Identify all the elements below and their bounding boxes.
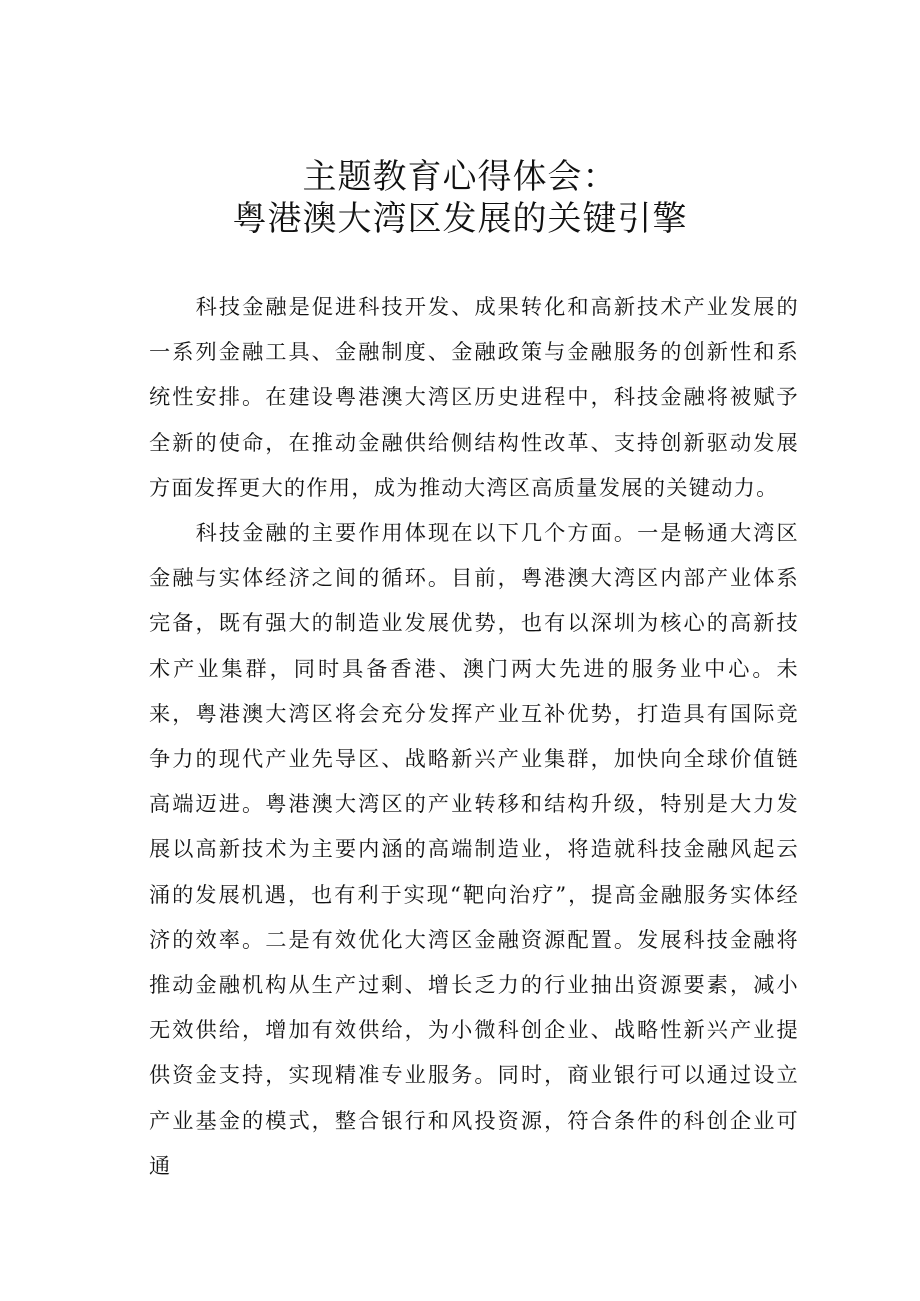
title-line-2: 粤港澳大湾区发展的关键引擎 — [232, 199, 688, 239]
paragraph-1: 科技金融是促进科技开发、成果转化和高新技术产业发展的一系列金融工具、金融制度、金融政策与金融服务的创新性和系统性安排。在建设粤港澳大湾区历史进程中，科技金融将被赋予全新的使命，在推动金融供给侧结构性改革、支持创新驱动发展方面发挥更大的作用，成为推动大湾区高质量发展的关键动力。 — [149, 294, 799, 500]
paragraph-2: 科技金融的主要作用体现在以下几个方面。一是畅通大湾区金融与实体经济之间的循环。目前，粤港澳大湾区内部产业体系完备，既有强大的制造业发展优势，也有以深圳为核心的高新技术产业集群，同时具备香港、澳门两大先进的服务业中心。未来，粤港澳大湾区将会充分发挥产业互补优势，打造具有国际竞争力的现代产业先导区、战略新兴产业集群，加快向全球价值链高端迈进。粤港澳大湾区的产业转移和结构升级，特别是大力发展以高新技术为主要内涵的高端制造业，将造就科技金融风起云涌的发展机遇，也有利于实现“靶向治疗”，提高金融服务实体经济的效率。二是有效优化大湾区金融资源配置。发展科技金融将推动金融机构从生产过剩、增长乏力的行业抽出资源要素，减小无效供给，增加有效供给，为小微科创企业、战略性新兴产业提供资金支持，实现精准专业服务。同时，商业银行可以通过设立产业基金的模式，整合银行和风投资源，符合条件的科创企业可通 — [149, 520, 799, 1178]
document-title — [0, 156, 920, 240]
title-line-1: 主题教育心得体会： — [302, 157, 618, 197]
document-body — [149, 284, 799, 1188]
